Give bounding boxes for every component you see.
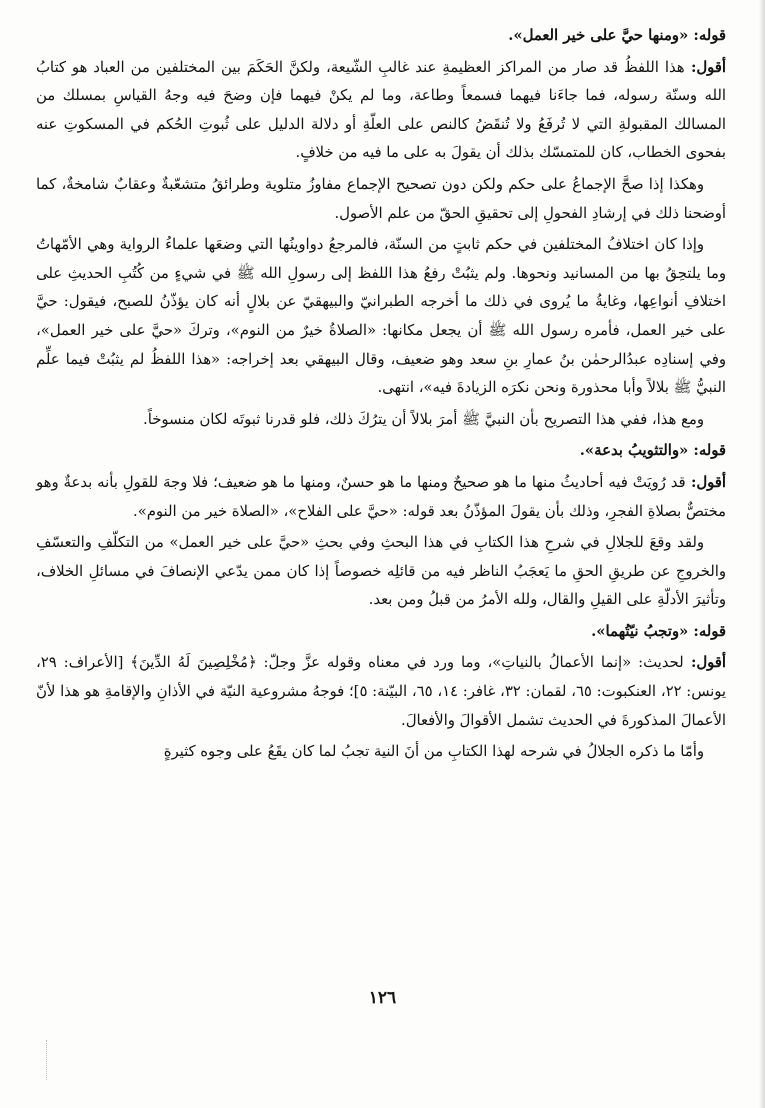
paragraph-ijma: وهكذا إذا صحَّ الإجماعُ على حكم ولكن دون تصحيح الإجماع مفاوزُ متلوية وطرائقُ متشعّبةٌ وعقابٌ شامخةٌ، كما أوضحنا ذلك في إرشادِ الفحولِ إلى تحقيقِ الحقّ من علم الأصول. (36, 175, 726, 222)
paragraph-amma-jalal: وأمّا ما ذكره الجلالُ في شرحه لهذا الكتابِ من أنَ النية تجبُ لما كان يقَعُ على وجوه كثيرةٍ (163, 743, 704, 761)
margin-dotted-rule (46, 1040, 48, 1080)
heading-tathwib: قوله: «والتثويبُ بدعة». (579, 442, 726, 460)
heading-haiya-ala-khayr: قوله: «ومنها حيَّ على خير العمل». (508, 27, 726, 44)
paragraph-ikhtilaf: وإذا كان اختلافُ المختلفين في حكم ثابتٍ من السنّة، فالمرجعُ دواوينُها التي وضعَها علماءُ الرواية وهي الأمّهاتُ وما يلتحِقُ بها من المسانيد ونحوها. ولم يثبُتْ رفعُ هذا اللفظ إلى رسولِ الله ﷺ في شيءٍ من كُتُبِ الحديثِ على اختلافِ أنواعِها، وغايةُ ما يُروى في ذلك ما أخرجه الطبرانيّ والبيهقيّ عن بلالٍ أنه كان يؤذّنُ للصبح، فيقول: حيَّ على خير العمل، فأمره رسول الله ﷺ أن يجعل مكانها: «الصلاةُ خيرٌ من النوم»، وتركَ «حيَّ على خير العمل»، وفي إسنادِه عبدُالرحمٰن بنُ عمارِ بنِ سعد وهو ضعيف، وقال البيهقي بعد إخراجه: «هذا اللفظُ لم يثبُتْ فيما علِّم النبيُّ ﷺ بلالاً وأبا محذورة ونحن نكرَه الزيادةَ فيه»، انتهى. (36, 236, 726, 397)
page-number: ١٢٦ (368, 988, 397, 1008)
book-page-body (36, 22, 726, 770)
paragraph-aqul-niyya: أقول: لحديث: «إنما الأعمالُ بالنياتِ»، وما ورد في معناه وقوله عزَّ وجلّ: ﴿مُخْلِصِينَ لَهُ الدِّينَ﴾ [الأعراف: ٢٩، يونس: ٢٢، العنكبوت: ٦٥، لقمان: ٣٢، غافر: ١٤، ٦٥، البيّنة: ٥]؛ فوجهُ مشروعية النيّة في الأذانِ والإقامةِ هو هذا لأنّ الأعمالَ المذكورةَ في الحديث تشمل الأقوالَ والأفعالَ. (36, 654, 727, 729)
paragraph-jalal: ولقد وقعَ للجلالِ في شرحِ هذا الكتابِ في هذا البحثِ وفي بحثِ «حيَّ على خير العمل» من التكلّفِ والتعسّفِ والخروجِ عن طريقِ الحقِ ما يَعجَبُ الناظر فيه من قائلِه خصوصاً إذا كان ممن يدّعي الإنصافَ في مسائلِ الخلاف، وتأثيرَ الأدلّةِ على القيلِ والقال، ولله الأمرُ من قبلُ ومن بعد. (36, 534, 726, 609)
paragraph-aqul-lafz: أقول: هذا اللفظُ قد صار من المراكز العظيمةِ عند غالبِ الشّيعة، ولكنَّ الحَكَمَ بين المختلفين من العباد هو كتابُ الله وسنّة رسوله، فما جاءَنا فيهما فسمعاً وطاعة، وما لم يكنْ فيهما فإن وضحَ فيه وجهُ القياسِ بمسلك من المسالك المقبولةِ التي لا تُرفَعُ ولا تُنقَضُ كالنص على العلّةِ أو دلالة الدليل على ثُبوتِ الحُكم في المسكوتِ عنه بفحوى الخطاب، كان للمتمسّك بذلك أن يقولَ به على ما فيه من خلافٍ. (36, 58, 726, 162)
paragraph-aqul-tathwib: أقول: قد رُويَتْ فيه أحاديثُ منها ما هو صحيحٌ ومنها ما هو حسنٌ، ومنها ما هو ضعيف؛ فلا وجهَ للقولِ بأنه بدعةٌ وهو مختصٌّ بصلاةِ الفجرِ، وذلك بأن يقولَ المؤذّنُ بعد قوله: «حيَّ على الفلاح»، «الصلاة خير من النوم». (36, 473, 726, 520)
heading-niyya: قوله: «وتجبُ نيّتُهما». (591, 622, 726, 640)
page-edge-shadow (759, 0, 765, 1108)
paragraph-mansukh: ومع هذا، ففي هذا التصريح بأن النبيَّ ﷺ أمرَ بلالاً أن يترُكَ ذلك، فلو قدرنا ثبوتَه لكان منسوخاً. (143, 410, 704, 428)
